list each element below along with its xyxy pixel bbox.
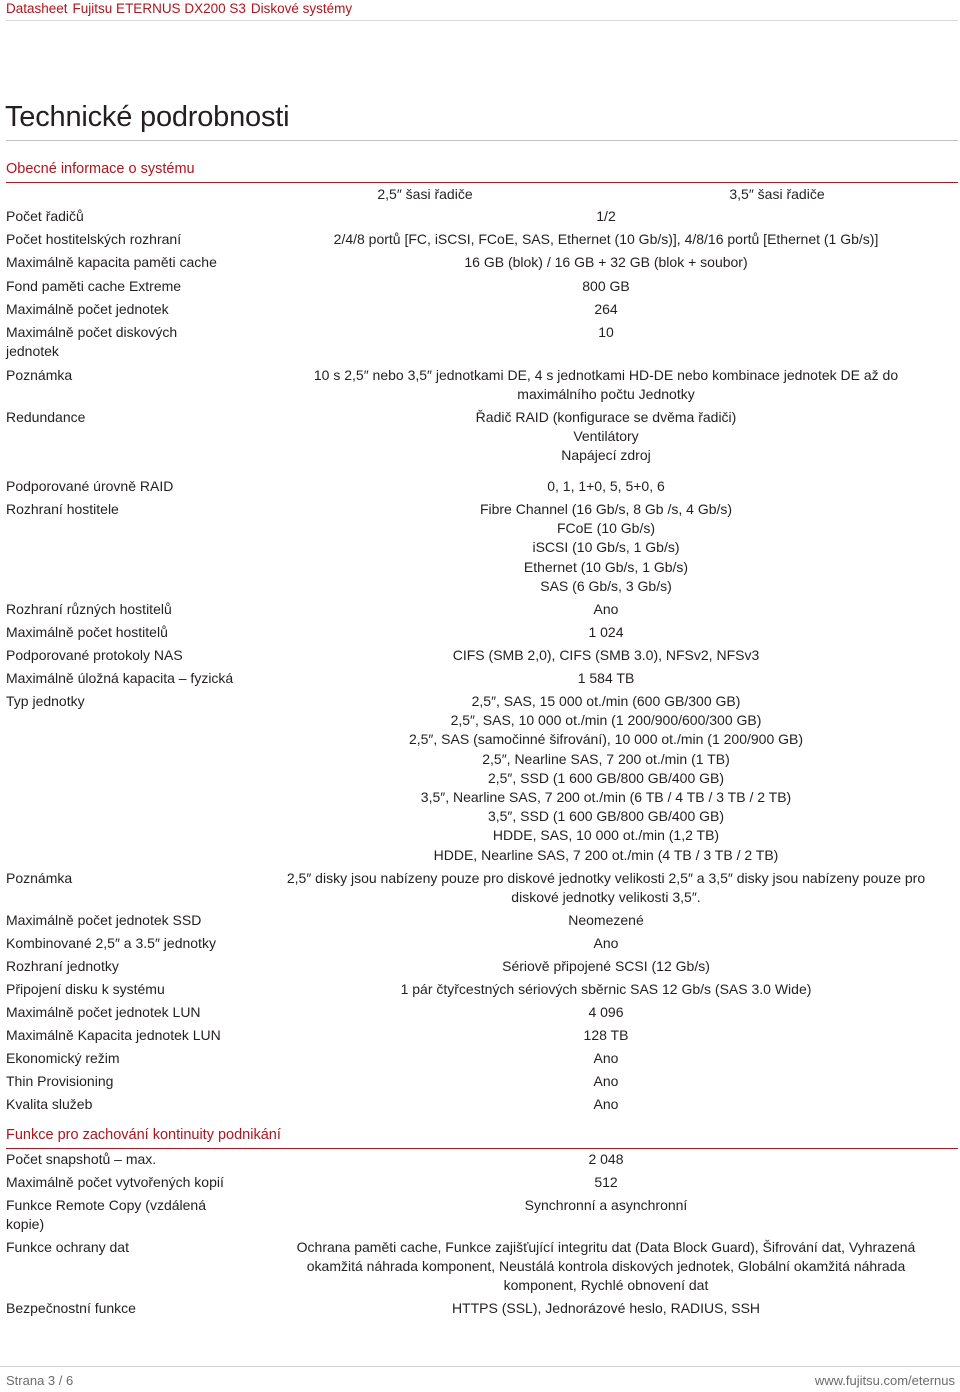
spec-label-line: Podporované protokoly NAS [6, 647, 183, 663]
spec-value-line: Ano [593, 1073, 619, 1089]
spec-value-line: 0, 1, 1+0, 5, 5+0, 6 [547, 478, 665, 494]
spec-value [254, 1196, 958, 1215]
spec-value-line: komponent, Rychlé obnovení dat [503, 1277, 709, 1294]
spec-value [254, 1299, 958, 1318]
spec-label-line: Maximálně počet hostitelů [6, 624, 168, 640]
section-rule [6, 1148, 958, 1149]
spec-value [254, 253, 958, 272]
spec-value-line: Fibre Channel (16 Gb/s, 8 Gb /s, 4 Gb/s) [479, 501, 733, 517]
header-divider [6, 20, 958, 21]
spec-value-line: Ochrana paměti cache, Funkce zajišťující integritu dat (Data Block Guard), Šifrování dat, Vyhrazená [296, 1239, 916, 1255]
spec-value [254, 1049, 958, 1068]
spec-label-line: Počet řadičů [6, 208, 84, 224]
spec-label [6, 646, 183, 665]
spec-label-line: Počet snapshotů – max. [6, 1151, 157, 1167]
spec-value-line: okamžitá náhrada komponent, Neustálá kontrola diskových jednotek, Globální okamžitá náhrada [306, 1258, 906, 1275]
spec-value-line: diskové jednotky velikosti 3,5″. [511, 889, 701, 906]
spec-value-line: 3,5″, SSD (1 600 GB/800 GB/400 GB) [487, 808, 725, 825]
spec-value [254, 323, 958, 342]
spec-value-line: Synchronní a asynchronní [524, 1197, 688, 1213]
title-divider [6, 140, 958, 141]
spec-label-line: Rozhraní jednotky [6, 958, 119, 974]
spec-value [254, 277, 958, 296]
spec-value [254, 692, 958, 865]
column-header-2-5: 2,5″ šasi řadiče [377, 186, 473, 202]
spec-label-line: Kombinované 2,5″ a 3.5″ jednotky [6, 935, 216, 951]
spec-label [6, 869, 72, 888]
spec-value-line: CIFS (SMB 2,0), CIFS (SMB 3.0), NFSv2, NFSv3 [452, 647, 760, 663]
spec-value-line: 2/4/8 portů [FC, iSCSI, FCoE, SAS, Ethernet (10 Gb/s)], 4/8/16 portů [Ethernet (1 Gb/s)] [333, 231, 879, 247]
spec-value [254, 646, 958, 665]
section-title-general: Obecné informace o systému [6, 161, 195, 177]
spec-value-line: 2,5″, SAS, 15 000 ot./min (600 GB/300 GB) [471, 693, 741, 709]
page-title: Technické podrobnosti [5, 101, 290, 134]
spec-value [254, 1095, 958, 1114]
header-datasheet: Datasheet [6, 1, 68, 16]
spec-value [254, 477, 958, 496]
spec-label [6, 1072, 113, 1091]
section-general [6, 159, 958, 183]
spec-label-line: Ekonomický režim [6, 1050, 120, 1066]
spec-value-line: Ventilátory [573, 428, 639, 445]
spec-label-line: Redundance [6, 409, 86, 425]
spec-value [254, 1173, 958, 1192]
spec-value-line: 1 pár čtyřcestných sériových sběrnic SAS 12 Gb/s (SAS 3.0 Wide) [400, 981, 812, 997]
spec-value [254, 1238, 958, 1296]
spec-value-line: HDDE, SAS, 10 000 ot./min (1,2 TB) [492, 827, 720, 844]
spec-label-line: Maximálně úložná kapacita – fyzická [6, 670, 234, 686]
spec-value [254, 207, 958, 226]
footer-page-number: Strana 3 / 6 [6, 1373, 74, 1388]
spec-value-line: Řadič RAID (konfigurace se dvěma řadiči) [475, 409, 737, 425]
spec-label [6, 669, 233, 688]
spec-value-line: SAS (6 Gb/s, 3 Gb/s) [540, 577, 672, 594]
spec-label-line: Funkce ochrany dat [6, 1239, 129, 1255]
spec-label [6, 1238, 129, 1257]
spec-value-line: 16 GB (blok) / 16 GB + 32 GB (blok + soubor) [464, 254, 748, 270]
spec-value-line: Sériově připojené SCSI (12 Gb/s) [502, 958, 710, 974]
spec-label [6, 623, 168, 642]
header-category: Diskové systémy [250, 1, 353, 16]
spec-label-line: Maximálně počet jednotek [6, 301, 169, 317]
spec-value-line: maximálního počtu Jednotky [517, 386, 695, 403]
spec-label-line: Podporované úrovně RAID [6, 478, 174, 494]
spec-label-line: Thin Provisioning [6, 1073, 114, 1089]
spec-label [6, 911, 201, 930]
spec-value-line: 2,5″ disky jsou nabízeny pouze pro diskové jednotky velikosti 2,5″ a 3,5″ disky jsou nabízeny pouze pro [286, 870, 926, 886]
spec-value-line: Ano [593, 935, 619, 951]
spec-value-line: HTTPS (SSL), Jednorázové heslo, RADIUS, SSH [451, 1300, 761, 1316]
spec-label-line: Typ jednotky [6, 693, 85, 709]
section-continuity [6, 1125, 958, 1149]
spec-label [6, 207, 84, 226]
spec-label [6, 692, 85, 711]
spec-value [254, 957, 958, 976]
spec-label-line: Připojení disku k systému [6, 981, 165, 997]
spec-value-line: Napájecí zdroj [561, 447, 651, 464]
spec-value [254, 869, 958, 907]
document-header [6, 0, 960, 19]
spec-value-line: Ano [593, 601, 619, 617]
spec-label-line: Počet hostitelských rozhraní [6, 231, 182, 247]
spec-value-line: 512 [594, 1174, 618, 1190]
spec-label [6, 600, 172, 619]
spec-label [6, 500, 119, 519]
spec-label [6, 300, 169, 319]
spec-value-line: Ethernet (10 Gb/s, 1 Gb/s) [523, 558, 689, 575]
spec-label-line: Maximálně Kapacita jednotek LUN [6, 1027, 221, 1043]
spec-value-line: 2,5″, Nearline SAS, 7 200 ot./min (1 TB) [482, 750, 730, 767]
spec-value-line: 2 048 [588, 1151, 624, 1167]
spec-value-line: 2,5″, SSD (1 600 GB/800 GB/400 GB) [487, 769, 725, 786]
spec-label [6, 366, 72, 385]
spec-value [254, 669, 958, 688]
spec-label-line: jednotek [6, 343, 59, 360]
spec-value-line: 2,5″, SAS, 10 000 ot./min (1 200/900/600/300 GB) [450, 712, 762, 729]
spec-value-line: Ano [593, 1096, 619, 1112]
footer-divider [0, 1366, 960, 1367]
spec-label [6, 1150, 156, 1169]
spec-label-line: Kvalita služeb [6, 1096, 93, 1112]
spec-value [254, 600, 958, 619]
spec-value-line: 2,5″, SAS (samočinné šifrování), 10 000 ot./min (1 200/900 GB) [408, 731, 804, 748]
spec-label [6, 1026, 221, 1045]
footer-url[interactable]: www.fujitsu.com/eternus [814, 1373, 955, 1388]
spec-value-line: HDDE, Nearline SAS, 7 200 ot./min (4 TB / 3 TB / 2 TB) [433, 846, 779, 863]
spec-label-line: Rozhraní hostitele [6, 501, 119, 517]
spec-label [6, 277, 181, 296]
spec-value-line: Ano [593, 1050, 619, 1066]
spec-value [254, 1026, 958, 1045]
spec-value-line: 4 096 [588, 1004, 624, 1020]
spec-label [6, 1003, 201, 1022]
spec-value [254, 1003, 958, 1022]
spec-label [6, 1095, 92, 1114]
spec-value-line: 3,5″, Nearline SAS, 7 200 ot./min (6 TB / 4 TB / 3 TB / 2 TB) [420, 789, 792, 806]
spec-label-line: Maximálně počet jednotek LUN [6, 1004, 201, 1020]
spec-label-line: Maximálně počet vytvořených kopií [6, 1174, 224, 1190]
spec-label [6, 477, 173, 496]
spec-label-line: Poznámka [6, 367, 73, 383]
spec-label-line: Maximálně kapacita paměti cache [6, 254, 217, 270]
spec-label [6, 1049, 120, 1068]
spec-value [254, 300, 958, 319]
spec-value-line: 1 584 TB [577, 670, 635, 686]
spec-value [254, 911, 958, 930]
spec-value [254, 623, 958, 642]
spec-value-line: iSCSI (10 Gb/s, 1 Gb/s) [532, 539, 680, 556]
spec-value-line: 128 TB [583, 1027, 629, 1043]
spec-value [254, 980, 958, 999]
spec-label-line: kopie) [6, 1216, 45, 1233]
spec-label [6, 980, 165, 999]
spec-value-line: 1/2 [596, 208, 616, 224]
spec-label [6, 1299, 136, 1318]
spec-label-line: Poznámka [6, 870, 73, 886]
spec-value-line: 10 s 2,5″ nebo 3,5″ jednotkami DE, 4 s jednotkami HD-DE nebo kombinace jednotek DE až do [313, 367, 899, 383]
column-header-3-5: 3,5″ šasi řadiče [729, 186, 825, 202]
spec-label-line: Maximálně počet jednotek SSD [6, 912, 202, 928]
spec-label-line: Fond paměti cache Extreme [6, 278, 182, 294]
spec-label [6, 1173, 224, 1192]
spec-label [6, 934, 216, 953]
spec-label-line: Funkce Remote Copy (vzdálená [6, 1197, 206, 1213]
spec-value-line: FCoE (10 Gb/s) [556, 520, 656, 537]
spec-value-line: Neomezené [568, 912, 644, 928]
spec-label [6, 1196, 206, 1234]
section-title-continuity: Funkce pro zachování kontinuity podnikání [6, 1127, 281, 1143]
header-product: Fujitsu ETERNUS DX200 S3 [72, 1, 246, 16]
spec-label-line: Bezpečnostní funkce [6, 1300, 136, 1316]
spec-label-line: Rozhraní různých hostitelů [6, 601, 172, 617]
spec-value [254, 500, 958, 596]
spec-value-line: 1 024 [588, 624, 624, 640]
spec-value [254, 230, 958, 249]
spec-value [254, 1072, 958, 1091]
spec-value-line: 800 GB [582, 278, 630, 294]
spec-label [6, 408, 85, 427]
spec-label [6, 957, 119, 976]
spec-value [254, 366, 958, 404]
spec-value [254, 408, 958, 466]
spec-value-line: 264 [594, 301, 618, 317]
spec-value [254, 1150, 958, 1169]
spec-label [6, 230, 181, 249]
spec-label [6, 253, 217, 272]
spec-value-line: 10 [598, 324, 614, 340]
spec-value [254, 934, 958, 953]
spec-label-line: Maximálně počet diskových [6, 324, 178, 340]
section-rule [6, 182, 958, 183]
spec-label [6, 323, 177, 361]
